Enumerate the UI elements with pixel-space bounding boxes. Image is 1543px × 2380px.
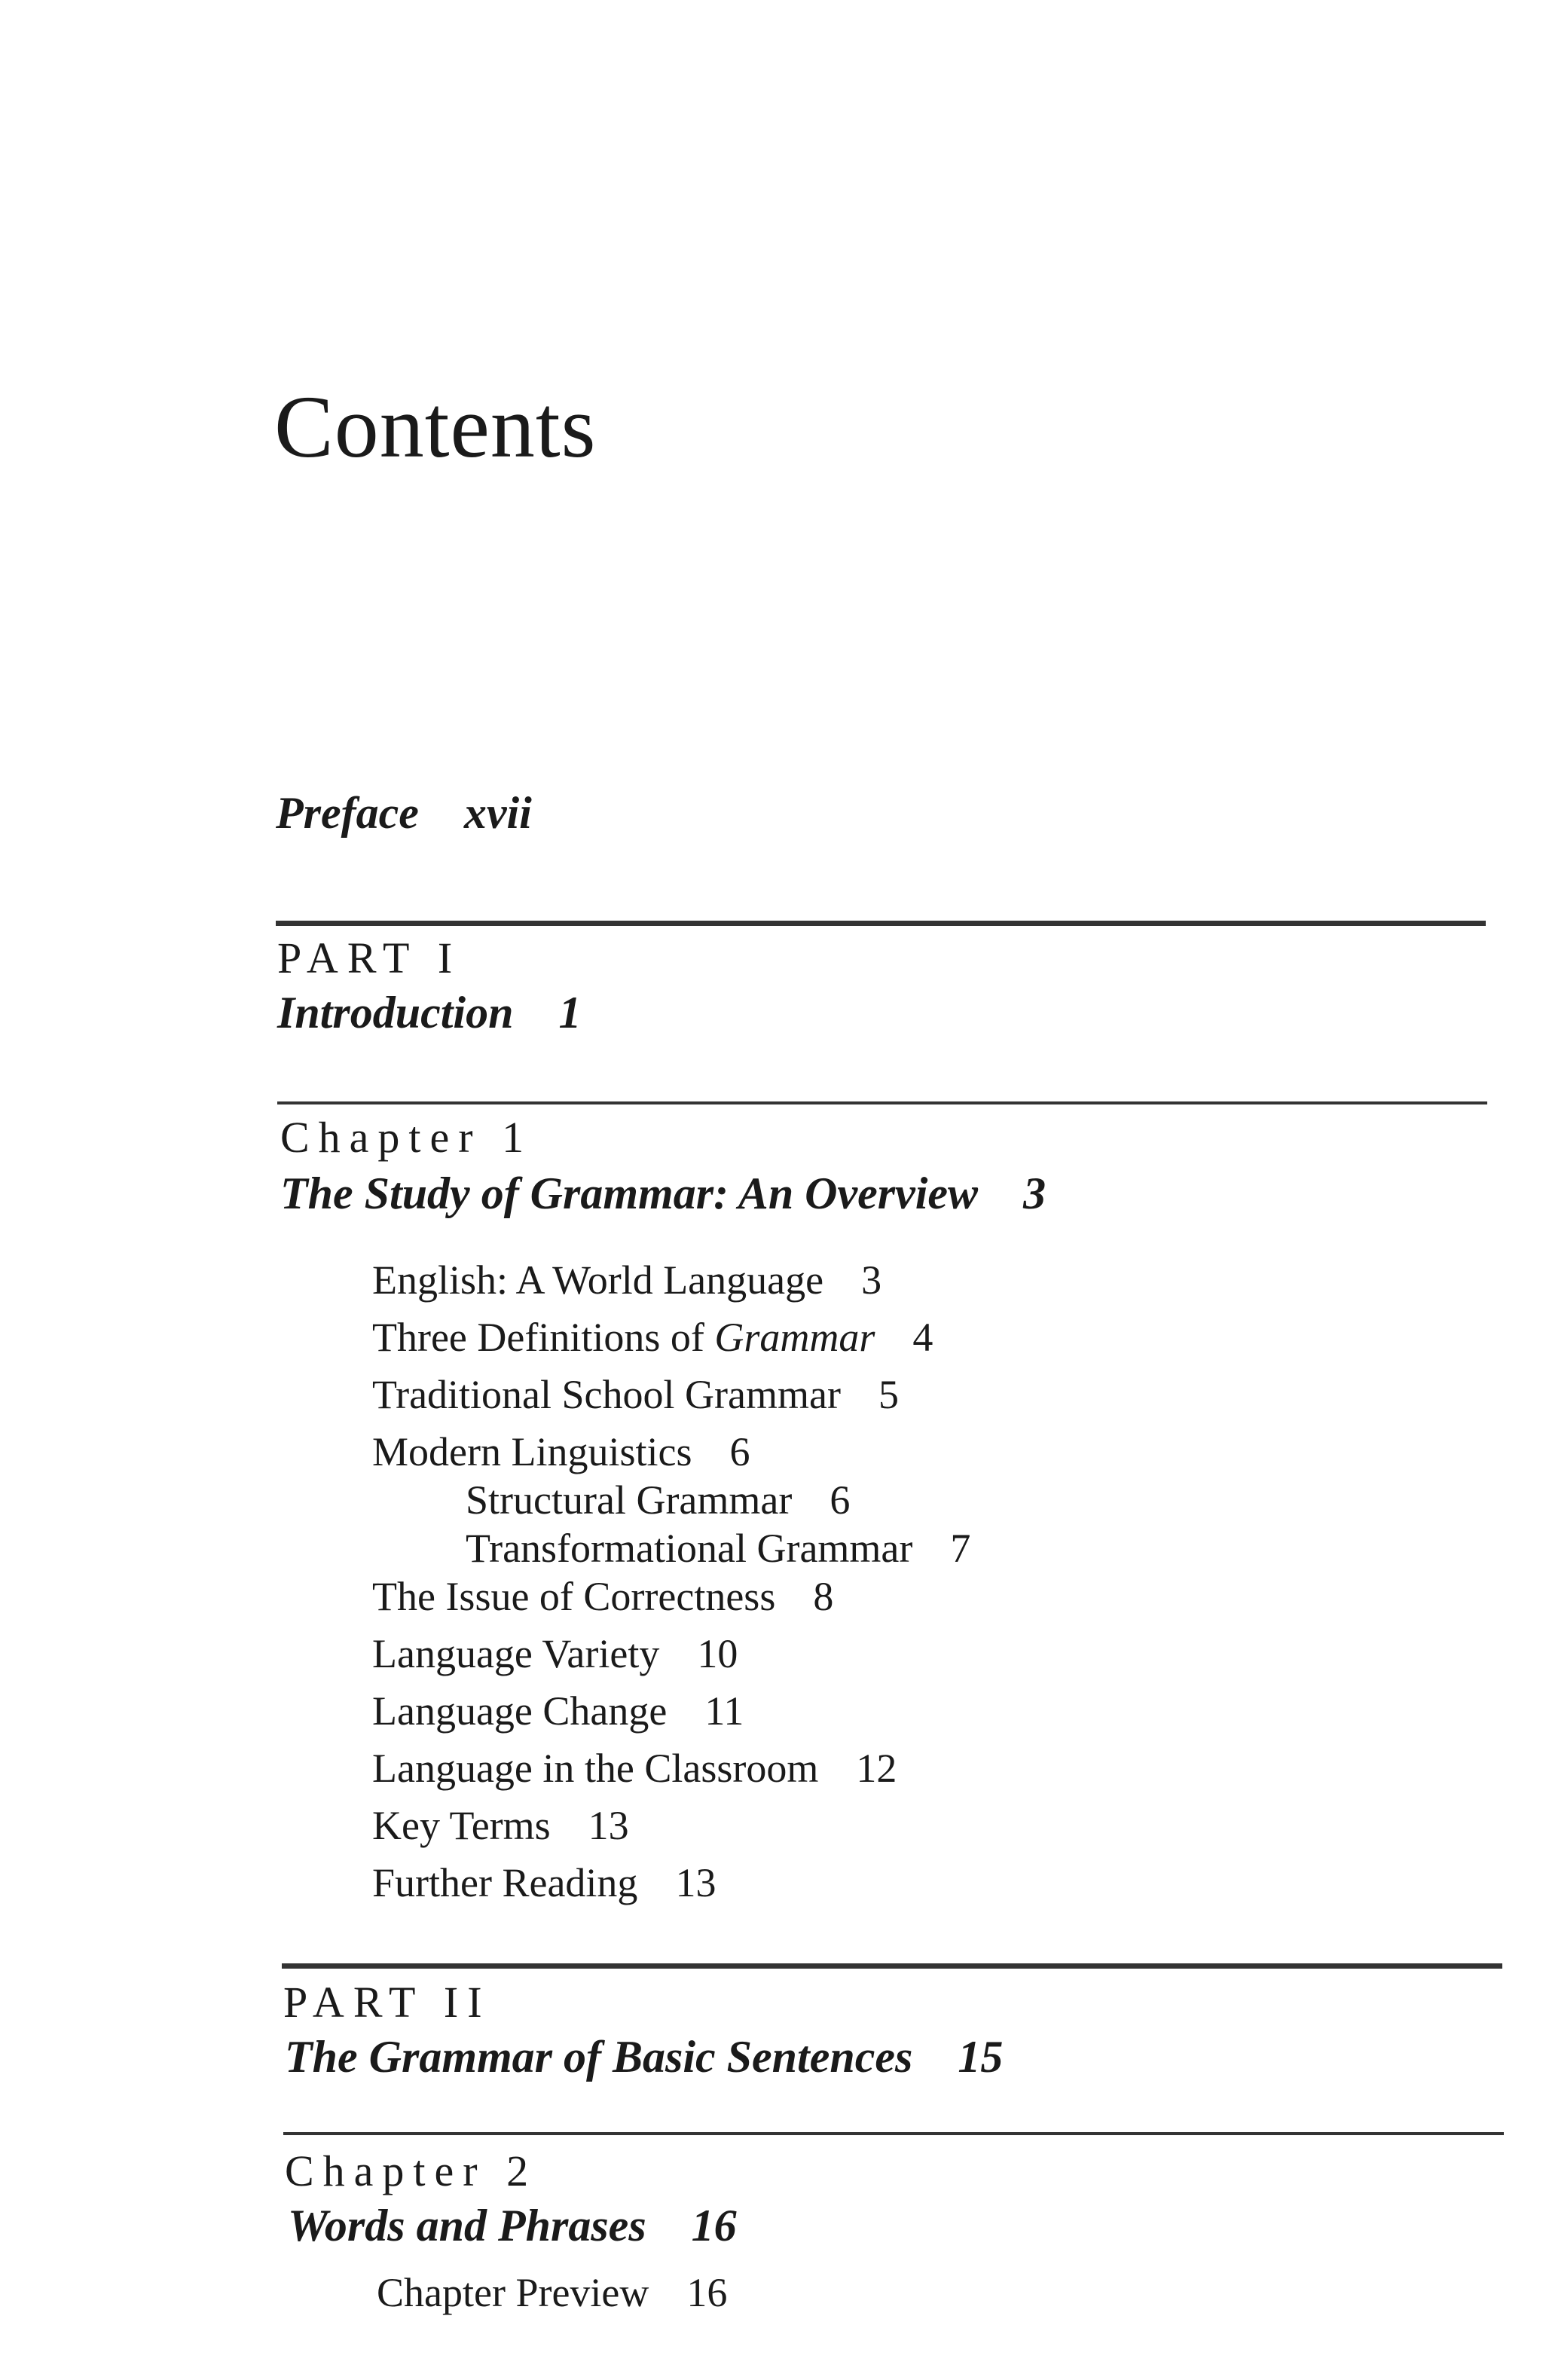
part-2-title: The Grammar of Basic Sentences [285, 2032, 913, 2082]
toc-subentry: Transformational Grammar 7 [466, 1526, 971, 1571]
part-1-rule [276, 921, 1486, 926]
part-1-heading [277, 987, 581, 1039]
part-2-label: PART II [283, 1978, 491, 2027]
toc-entry: The Issue of Correctness 8 [372, 1574, 834, 1619]
toc-entry-preface [276, 787, 532, 839]
chapter-1-heading [280, 1168, 1046, 1220]
toc-entry: English: A World Language 3 [372, 1257, 882, 1303]
part-2-page: 15 [958, 2032, 1004, 2082]
chapter-1-page: 3 [1023, 1169, 1046, 1218]
part-1-label: PART I [277, 933, 462, 982]
part-2-rule [282, 1963, 1502, 1969]
toc-entry: Language Variety 10 [372, 1631, 738, 1676]
part-1-title: Introduction [277, 988, 514, 1037]
toc-entry: Traditional School Grammar 5 [372, 1372, 899, 1417]
toc-entry: Three Definitions of Grammar 4 [372, 1315, 933, 1360]
toc-entry: Language Change 11 [372, 1688, 744, 1734]
part-2-heading [285, 2031, 1003, 2083]
toc-entry: Key Terms 13 [372, 1803, 629, 1848]
chapter-1-rule [277, 1101, 1487, 1104]
toc-subentry: Structural Grammar 6 [466, 1477, 851, 1523]
part-1-page: 1 [558, 988, 582, 1037]
toc-entry: Chapter Preview 16 [377, 2270, 728, 2315]
chapter-2-label: Chapter 2 [285, 2146, 538, 2195]
chapter-2-heading [288, 2200, 737, 2252]
chapter-1-title: The Study of Grammar: An Overview [280, 1169, 979, 1218]
preface-label: Preface [276, 788, 419, 838]
chapter-2-rule [283, 2132, 1504, 2135]
toc-entry: Modern Linguistics 6 [372, 1429, 750, 1474]
chapter-2-title: Words and Phrases [288, 2201, 646, 2250]
chapter-2-page: 16 [691, 2201, 737, 2250]
toc-entry: Language in the Classroom 12 [372, 1746, 897, 1791]
page-title: Contents [274, 377, 597, 476]
chapter-1-label: Chapter 1 [280, 1113, 533, 1162]
toc-entry: Further Reading 13 [372, 1860, 717, 1905]
preface-page: xvii [463, 788, 532, 838]
